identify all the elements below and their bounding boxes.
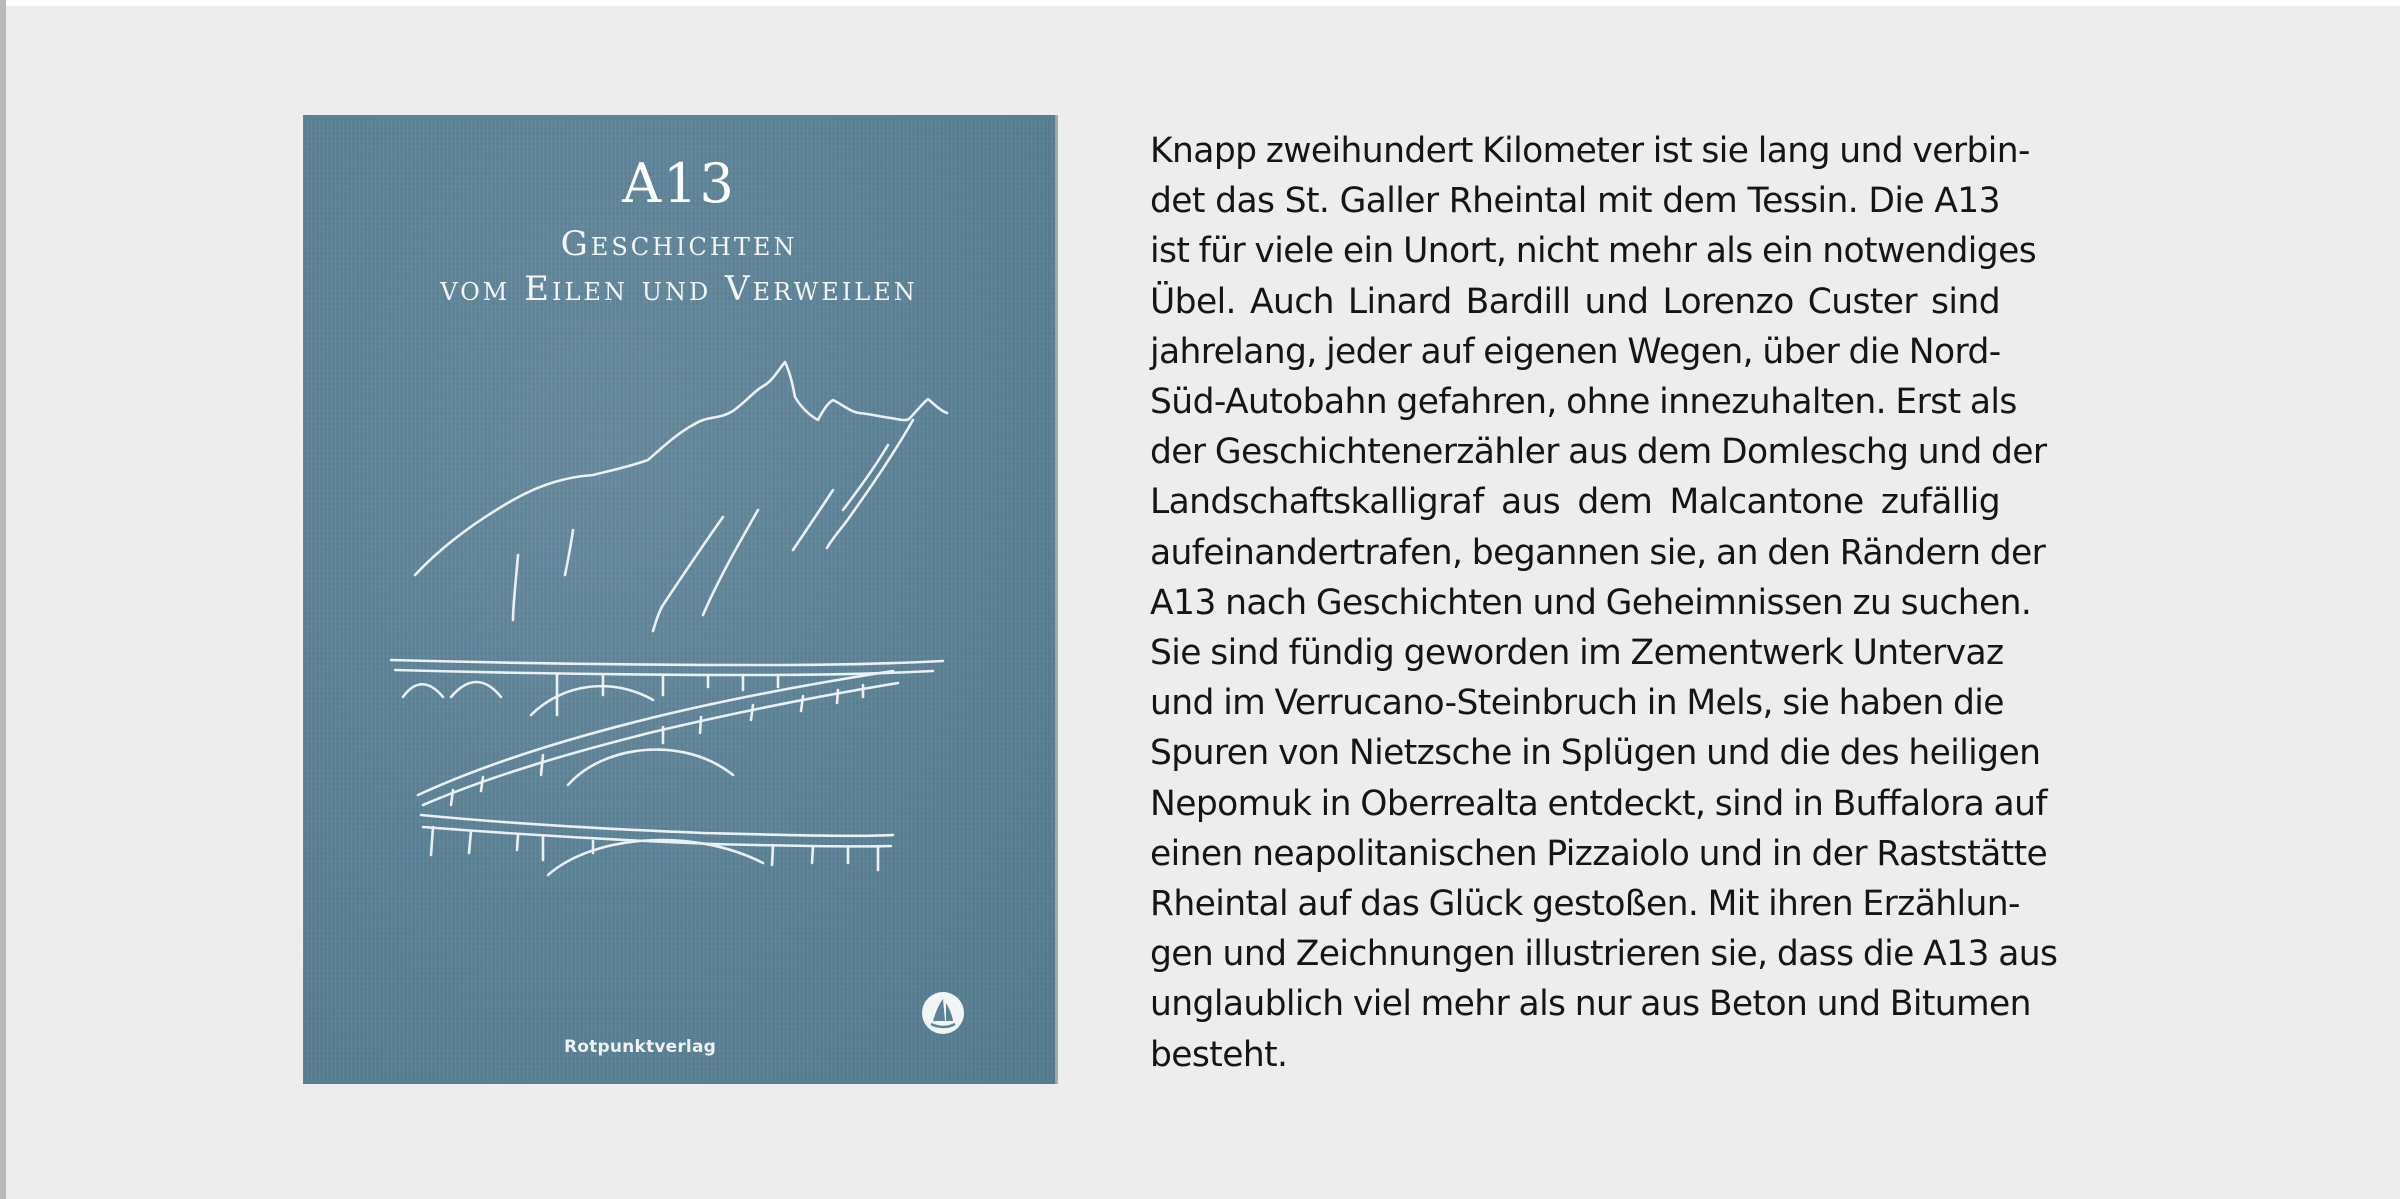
description-line: Landschaftskalligraf aus dem Malcantone zufällig	[1150, 482, 2000, 523]
description-line: besteht.	[1150, 1034, 1288, 1075]
description-line: det das St. Galler Rheintal mit dem Tessin. Die A13	[1150, 181, 2000, 222]
description-line: der Geschichtenerzähler aus dem Domleschg und der	[1150, 432, 2047, 473]
description-line: Spuren von Nietzsche in Splügen und die des heiligen	[1150, 733, 2041, 774]
bridge-3-pier-7	[812, 846, 813, 863]
book-cover	[303, 115, 1055, 1084]
publisher-name: Rotpunktverlag	[564, 1037, 716, 1057]
description-line: einen neapolitanischen Pizzaiolo und in der Raststätte	[1150, 833, 2048, 874]
bridge-3-pier-1	[431, 827, 433, 855]
top-edge	[0, 0, 2400, 6]
description-line: jahrelang, jeder auf eigenen Wegen, über die Nord-	[1150, 331, 2001, 372]
bridge-3-pier-3	[517, 835, 518, 850]
mountain-face-6	[843, 445, 888, 510]
book-title: A13	[622, 152, 736, 215]
book-subtitle-line-1: Geschichten	[560, 224, 798, 264]
bridge-2-pier-8	[837, 690, 838, 703]
bridge-2-pier-7	[801, 696, 803, 711]
mountain-face-1	[513, 555, 518, 620]
description-line: Süd-Autobahn gefahren, ohne innezuhalten. Erst als	[1150, 382, 2017, 423]
bridge-2-deck	[418, 671, 893, 795]
mountain-face-3	[653, 517, 723, 631]
bridge-1-arch-2	[451, 682, 501, 697]
mountain-right-slope	[827, 420, 913, 548]
bridge-2-arch	[568, 750, 733, 785]
bridge-2-pier-3	[541, 755, 543, 775]
bridge-1-deck	[391, 660, 943, 665]
description-line: gen und Zeichnungen illustrieren sie, dass die A13 aus	[1150, 934, 2058, 975]
description-line: und im Verrucano-Steinbruch in Mels, sie haben die	[1150, 683, 2004, 724]
description-line: Nepomuk in Oberrealta entdeckt, sind in Buffalora auf	[1150, 783, 2047, 824]
description-line: aufeinandertrafen, begannen sie, an den Rändern der	[1150, 532, 2046, 573]
book-description	[1150, 126, 2058, 1080]
mountain-face-4	[703, 510, 758, 615]
mountain-ridge	[415, 362, 947, 575]
mountain-face-2	[565, 530, 573, 575]
description-line: Knapp zweihundert Kilometer ist sie lang und verbin-	[1150, 131, 2030, 171]
bridge-3-pier-6	[772, 845, 773, 865]
bridge-3-pier-2	[469, 831, 471, 853]
bridge-2-deck-lower	[423, 683, 898, 805]
description-line: A13 nach Geschichten und Geheimnissen zu suchen.	[1150, 582, 2032, 623]
mountain-and-bridges-sketch	[303, 115, 1055, 1084]
sailboat-icon	[921, 991, 965, 1035]
mountain-face-5	[793, 490, 833, 550]
description-line: Sie sind fündig geworden im Zementwerk Untervaz	[1150, 633, 2004, 674]
bridge-2-pier-2	[481, 777, 483, 791]
description-line: Rheintal auf das Glück gestoßen. Mit ihren Erzählun-	[1150, 884, 2020, 925]
bridge-1-arch-3	[531, 686, 653, 715]
bridge-2-pier-5	[700, 717, 701, 733]
bridge-1-arch-1	[403, 684, 443, 697]
bridge-2-pier-6	[751, 705, 753, 720]
description-line: unglaublich viel mehr als nur aus Beton und Bitumen	[1150, 984, 2031, 1025]
book-subtitle-line-2: vom Eilen und Verweilen	[440, 269, 918, 309]
description-line: Übel. Auch Linard Bardill und Lorenzo Custer sind	[1150, 281, 2000, 322]
left-edge	[0, 0, 6, 1199]
description-line: ist für viele ein Unort, nicht mehr als ein notwendiges	[1150, 231, 2037, 272]
